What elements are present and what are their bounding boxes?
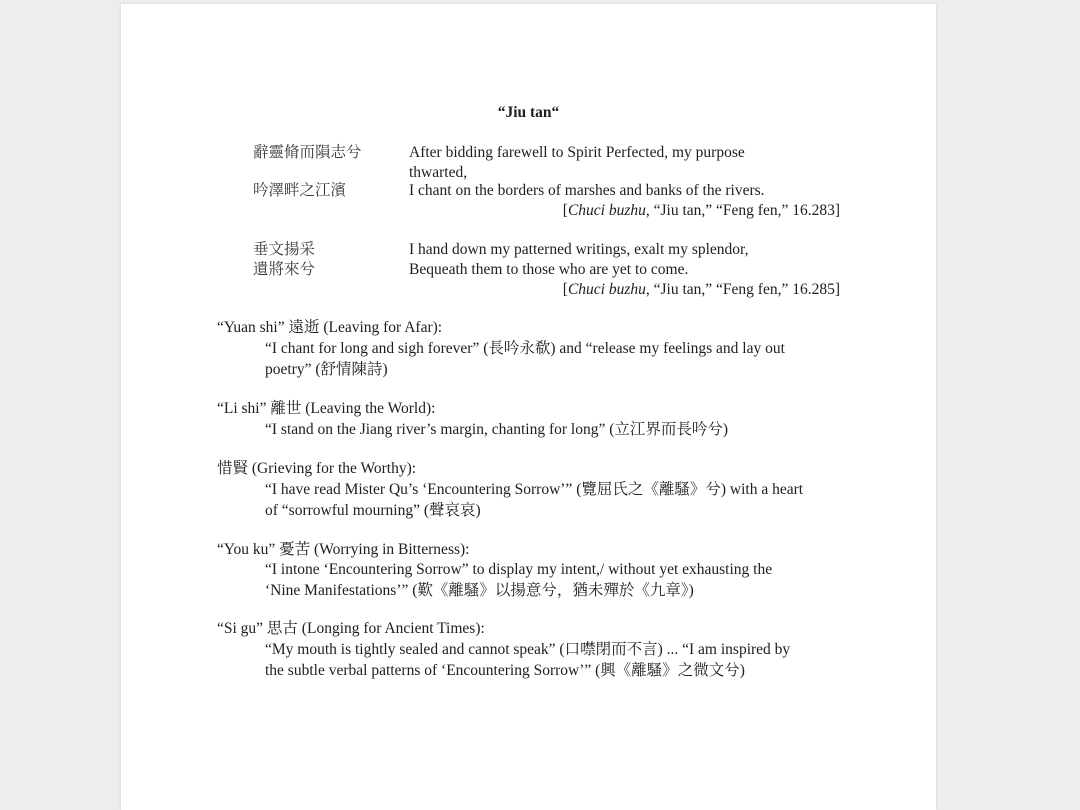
body-line: “I stand on the Jiang river’s margin, chanting for long” (立江界而長吟兮) — [265, 421, 729, 438]
body-line: of “sorrowful mourning” (聲哀哀) — [265, 501, 481, 519]
citation-work: Chuci buzhu — [567, 202, 646, 219]
citation — [563, 280, 840, 300]
citation-open: [ — [562, 202, 568, 219]
body-line: “My mouth is tightly sealed and cannot speak” (口噤閉而不言) ... “I am inspired by — [265, 641, 791, 658]
body-line: the subtle verbal patterns of ‘Encountering Sorrow’” (興《離騷》之微文兮) — [265, 661, 745, 679]
body-line: “I intone ‘Encountering Sorrow” to display my intent,/ without yet exhausting the — [265, 561, 773, 578]
body-line: “I chant for long and sigh forever” (長吟永欷) and “release my feelings and lay out — [265, 340, 785, 357]
citation-open: [ — [562, 281, 568, 298]
section-heading: “Yuan shi” 遠逝 (Leaving for Afar): — [217, 319, 443, 336]
section-heading: “Si gu” 思古 (Longing for Ancient Times): — [217, 620, 485, 637]
body-line: poetry” (舒情陳詩) — [265, 360, 388, 378]
citation-work: Chuci buzhu — [567, 281, 646, 298]
section-body — [265, 640, 845, 681]
section-body — [265, 560, 845, 601]
body-line: ‘Nine Manifestations’” (歎《離騷》以揚意兮，猶未殫於《九章》) — [265, 581, 694, 599]
section-body — [265, 420, 845, 441]
chinese-line: 遺將來兮 — [253, 261, 316, 278]
english-line: After bidding farewell to Spirit Perfected, my purpose — [409, 144, 745, 161]
citation-rest: , “Jiu tan,” “Feng fen,” 16.283] — [645, 202, 840, 219]
english-line: I chant on the borders of marshes and banks of the rivers. — [409, 182, 765, 199]
chinese-line: 吟澤畔之江濱 — [253, 182, 347, 199]
section-body — [265, 480, 845, 521]
body-line: “I have read Mister Qu’s ‘Encountering Sorrow’” (覽屈氏之《離騷》兮) with a heart — [265, 481, 804, 498]
citation — [563, 201, 840, 221]
english-line: I hand down my patterned writings, exalt my splendor, — [409, 241, 749, 258]
section-body — [265, 339, 845, 380]
chinese-line: 垂文揚采 — [253, 241, 316, 258]
english-line: thwarted, — [409, 164, 468, 181]
chinese-line: 辭靈脩而隕志兮 — [253, 144, 362, 161]
section-heading: “Li shi” 離世 (Leaving the World): — [217, 400, 436, 417]
document-title: “Jiu tan“ — [497, 104, 560, 121]
document-page — [121, 4, 936, 810]
section-heading: 惜賢 (Grieving for the Worthy): — [217, 460, 417, 477]
citation-rest: , “Jiu tan,” “Feng fen,” 16.285] — [645, 281, 840, 298]
english-line: Bequeath them to those who are yet to come. — [409, 261, 689, 278]
section-heading: “You ku” 憂苦 (Worrying in Bitterness): — [217, 541, 470, 558]
